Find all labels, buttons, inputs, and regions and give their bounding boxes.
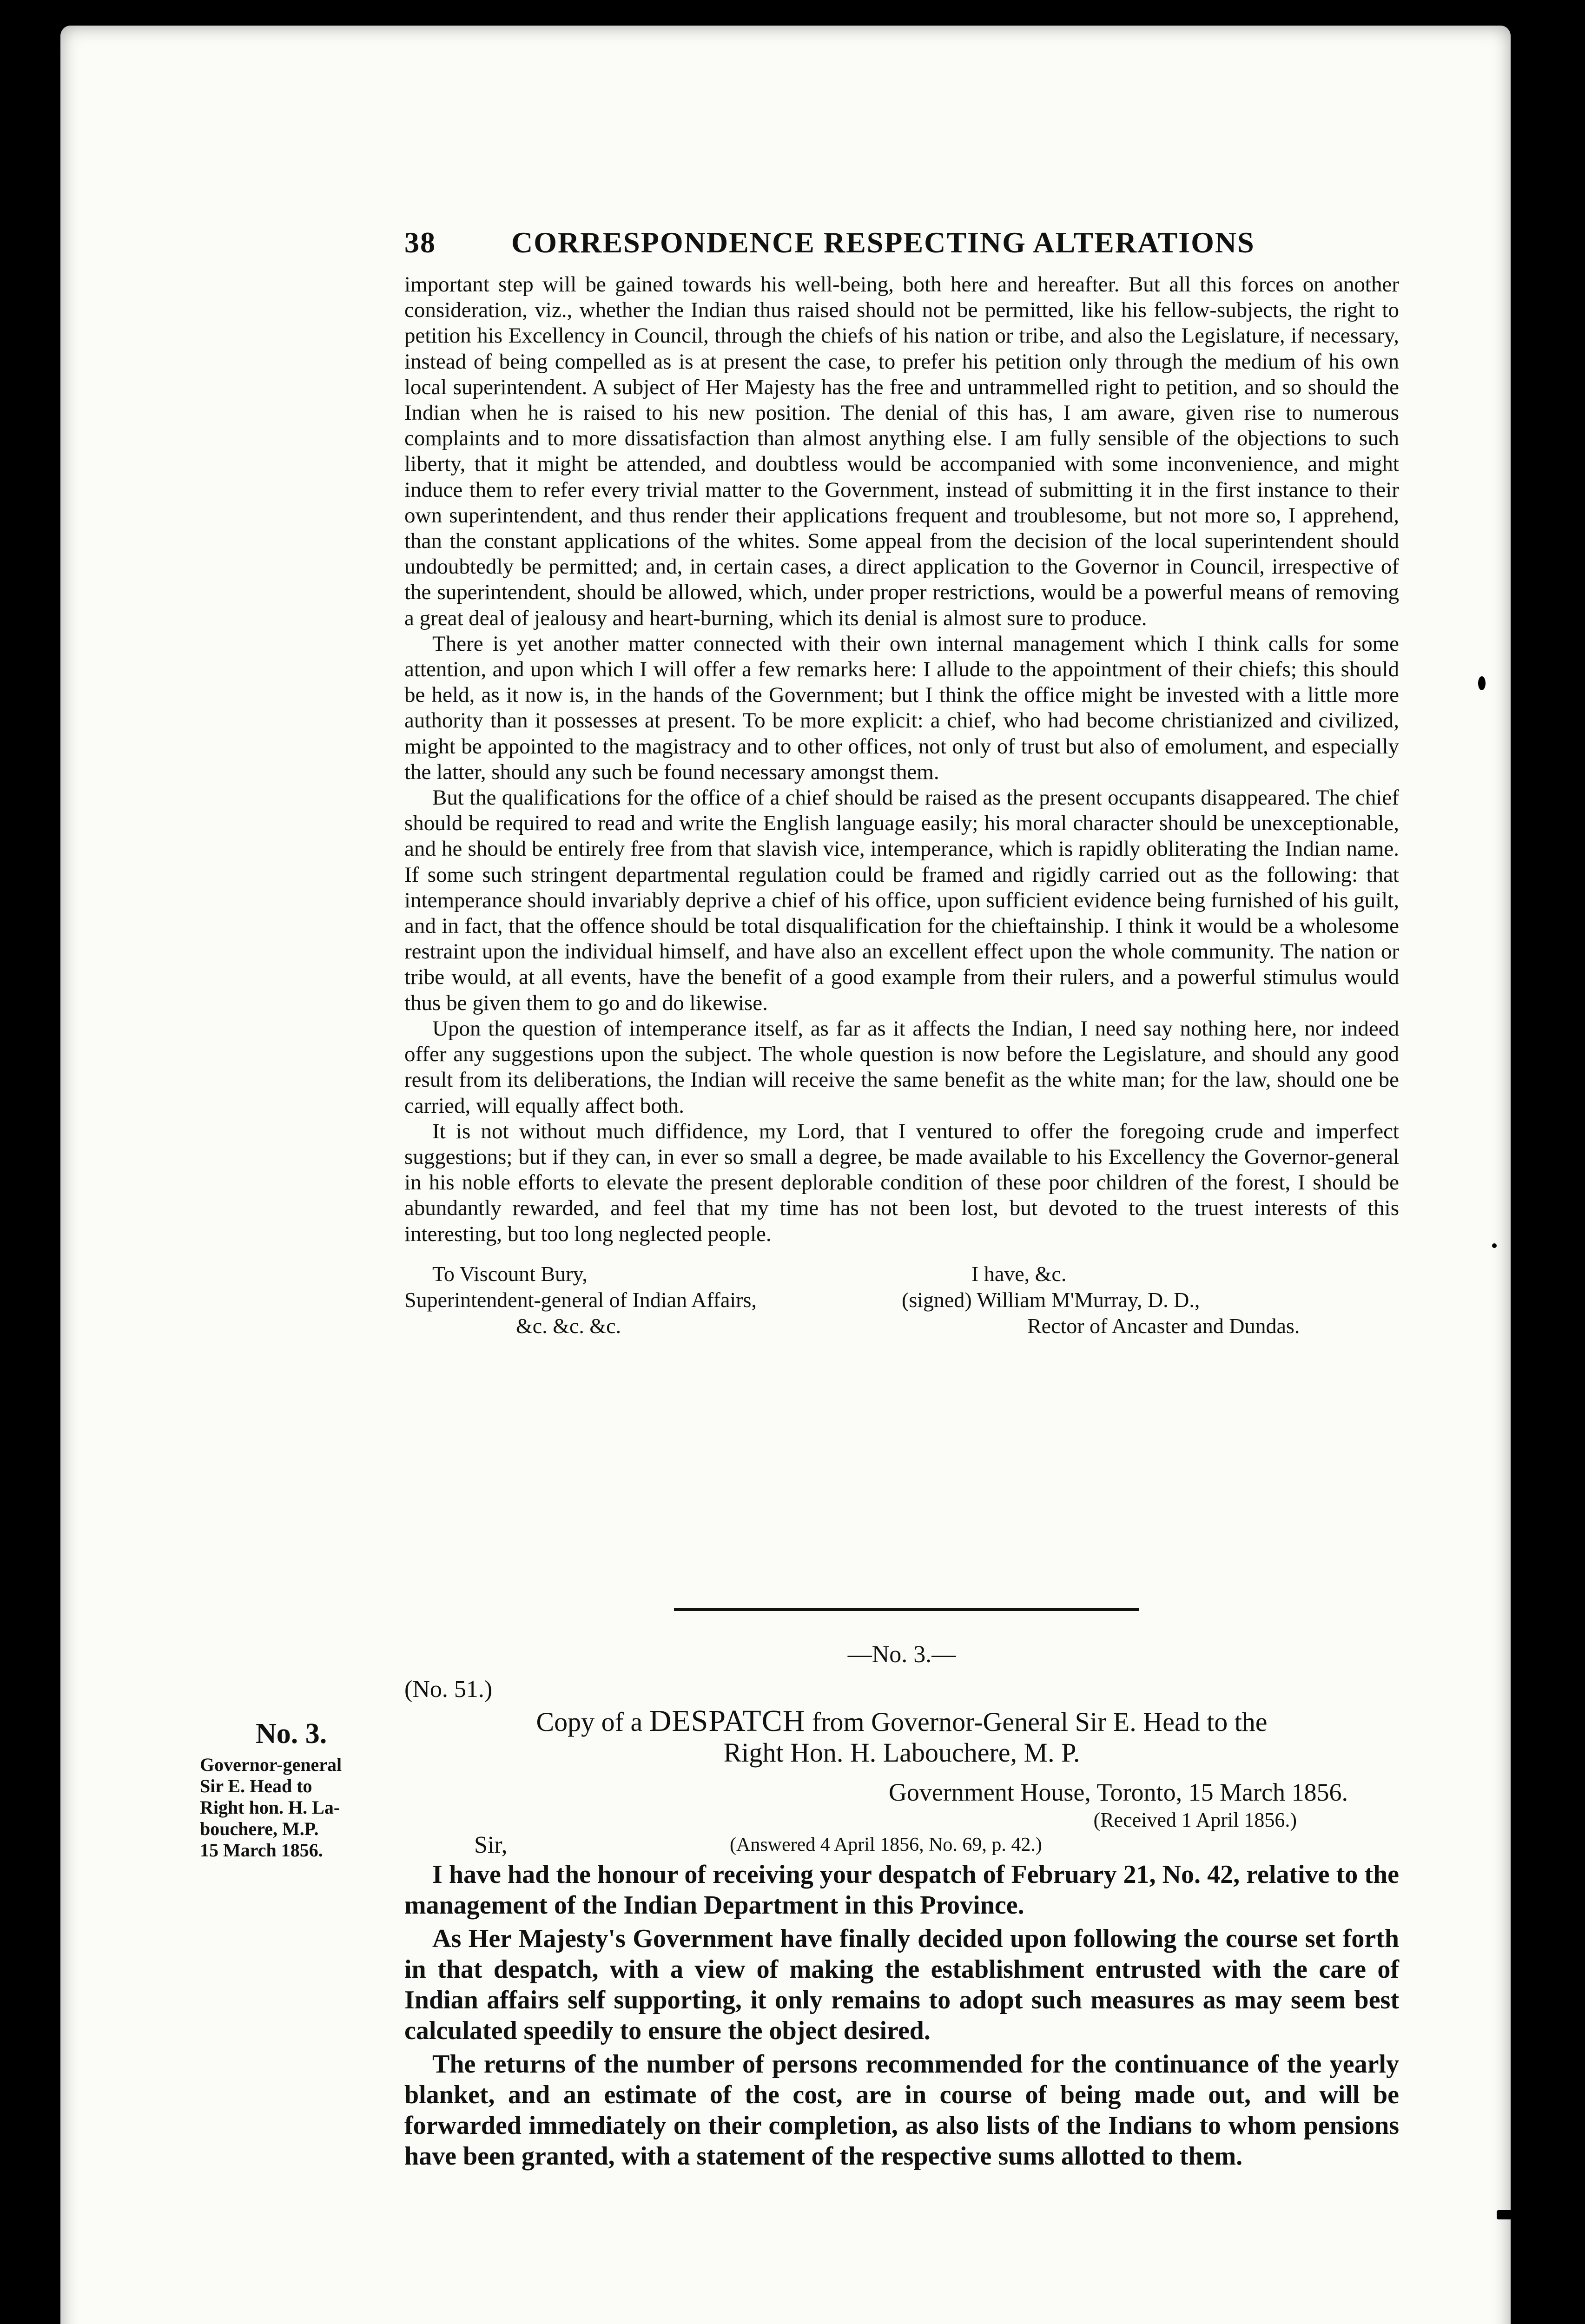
letter-paragraph: Upon the question of intemperance itself, as far as it affects the Indian, I need say nothing here, nor indeed offer any suggestions upon the subject. The whole question is now before the Legislature, and should any good result from its deliberations, the Indian will receive the same benefit as the white man; for the law, should one be carried, will equally affect both. <box>404 1016 1399 1118</box>
received-note: (Received 1 April 1856.) <box>1093 1809 1297 1831</box>
despatch-body <box>404 1859 1399 2174</box>
text-column <box>404 225 1399 2171</box>
margin-line: Sir E. Head to <box>200 1776 312 1796</box>
scan-speck <box>1492 1243 1497 1248</box>
running-title: CORRESPONDENCE RESPECTING ALTERATIONS <box>511 226 1255 259</box>
margin-number: No. 3. <box>256 1718 327 1750</box>
section-divider <box>674 1608 1139 1611</box>
addressee-name: To Viscount Bury, <box>432 1261 588 1286</box>
document-page <box>60 26 1511 2324</box>
letter-paragraph: But the qualifications for the office of a chief should be raised as the present occupants disappeared. The chief should be required to read and write the English language easily; his moral character should be unexceptionable, and he should be entirely free from that slavish vice, intemperance, which is rapidly obliterating the Indian name. If some such stringent departmental regulation could be framed and rigidly carried out as the following: that intemperance should invariably deprive a chief of his office, upon sufficient evidence being furnished of his guilt, and in fact, that the offence should be total disqualification for the chieftainship. I think it would be a wholesome restraint upon the individual himself, and have also an excellent effect upon the whole community. The nation or tribe would, at all events, have the benefit of a good example from their rulers, and a powerful stimulus would thus be given them to go and do likewise. <box>404 786 1399 1015</box>
signer-title: Rector of Ancaster and Dundas. <box>1027 1314 1300 1338</box>
letter-paragraph: There is yet another matter connected with their own internal management which I think calls for some attention, and upon which I will offer a few remarks here: I allude to the appointment of their chiefs; this should be held, as it now is, in the hands of the Government; but I think the office might be invested with a little more authority than it possesses at present. To be more explicit: a chief, who had become christianized and civilized, might be appointed to the magistracy and to other offices, not only of trust but also of emolument, and especially the latter, should any such be found necessary amongst them. <box>404 631 1399 784</box>
despatch-paragraph: As Her Majesty's Government have finally decided upon following the course set forth in that despatch, with a view of making the establishment entrusted with the care of Indian affairs self supporting, it only remains to adopt such measures as may seem best calculated speedily to ensure the object desired. <box>404 1924 1399 2045</box>
page-header <box>404 225 1399 260</box>
section-label: —No. 3.— <box>847 1641 956 1668</box>
place-date: Government House, Toronto, 15 March 1856. <box>888 1778 1348 1806</box>
title-prefix: Copy of a <box>536 1707 649 1737</box>
closing: I have, &c. <box>971 1261 1067 1286</box>
margin-line: 15 March 1856. <box>200 1840 323 1861</box>
despatch-paragraph: The returns of the number of persons recommended for the continuance of the yearly blanket, and an estimate of the cost, are in course of being made out, and will be forwarded immediately on their completion, as also lists of the Indians to whom pensions have been granted, with a statement of the respective sums allotted to them. <box>404 2050 1399 2171</box>
title-recipient: Right Hon. H. Labouchere, M. P. <box>723 1737 1080 1768</box>
letter-paragraph: It is not without much diffidence, my Lord, that I ventured to offer the foregoing crude and imperfect suggestions; but if they can, in ever so small a degree, be made available to his Excellency the Governor-general in his noble efforts to elevate the present deplorable condition of these poor children of the forest, I should be abundantly rewarded, and feel that my time has not been lost, but devoted to the truest interests of this interesting, but too long neglected people. <box>404 1119 1399 1246</box>
margin-note <box>200 1717 386 1861</box>
letter-signoff <box>404 1261 1399 1339</box>
scan-speck <box>1478 676 1486 690</box>
margin-line: bouchere, M.P. <box>200 1818 319 1839</box>
answered-note: (Answered 4 April 1856, No. 69, p. 42.) <box>730 1834 1042 1855</box>
despatch-number: (No. 51.) <box>404 1676 493 1703</box>
letter-paragraph: important step will be gained towards his well-being, both here and hereafter. But all this forces on another consideration, viz., whether the Indian thus raised should not be permitted, like his fellow-subjects, the right to petition his Excellency in Council, through the chiefs of his nation or tribe, and also the Legislature, if necessary, instead of being compelled as is at present the case, to prefer his petition only through the medium of his own local superintendent. A subject of Her Majesty has the free and untrammelled right to petition, and so should the Indian when he is raised to his new position. The denial of this has, I am aware, given rise to numerous complaints and to more dissatisfaction than almost anything else. I am fully sensible of the objections to such liberty, that it might be attended, and doubtless would be accompanied with some inconvenience, and might induce them to refer every trivial matter to the Government, instead of submitting it in the first instance to their own superintendent, and thus render their applications frequent and troublesome, but not more so, I apprehend, than the constant applications of the whites. Some appeal from the decision of the local superintendent should undoubtedly be permitted; and, in certain cases, a direct application to the Governor in Council, irrespective of the superintendent, should be allowed, which, under proper restrictions, would be a powerful means of removing a great deal of jealousy and heart-burning, which its denial is almost sure to produce. <box>404 272 1399 630</box>
scan-speck <box>1497 2210 1515 2219</box>
margin-line: Governor-general <box>200 1754 342 1775</box>
addressee-etc: &c. &c. &c. <box>516 1314 621 1338</box>
letter-body <box>404 272 1399 1247</box>
margin-line: Right hon. H. La- <box>200 1797 340 1818</box>
title-suffix: from Governor-General Sir E. Head to the <box>805 1707 1268 1737</box>
page-number: 38 <box>404 226 436 259</box>
signature-line: (signed) William M'Murray, D. D., <box>902 1287 1200 1312</box>
salutation: Sir, <box>474 1832 508 1858</box>
despatch-paragraph: I have had the honour of receiving your despatch of February 21, No. 42, relative to the management of the Indian Department in this Province. <box>404 1860 1399 1920</box>
title-main: DESPATCH <box>649 1704 806 1738</box>
despatch-title <box>404 1706 1399 1768</box>
addressee-title: Superintendent-general of Indian Affairs, <box>404 1287 757 1312</box>
